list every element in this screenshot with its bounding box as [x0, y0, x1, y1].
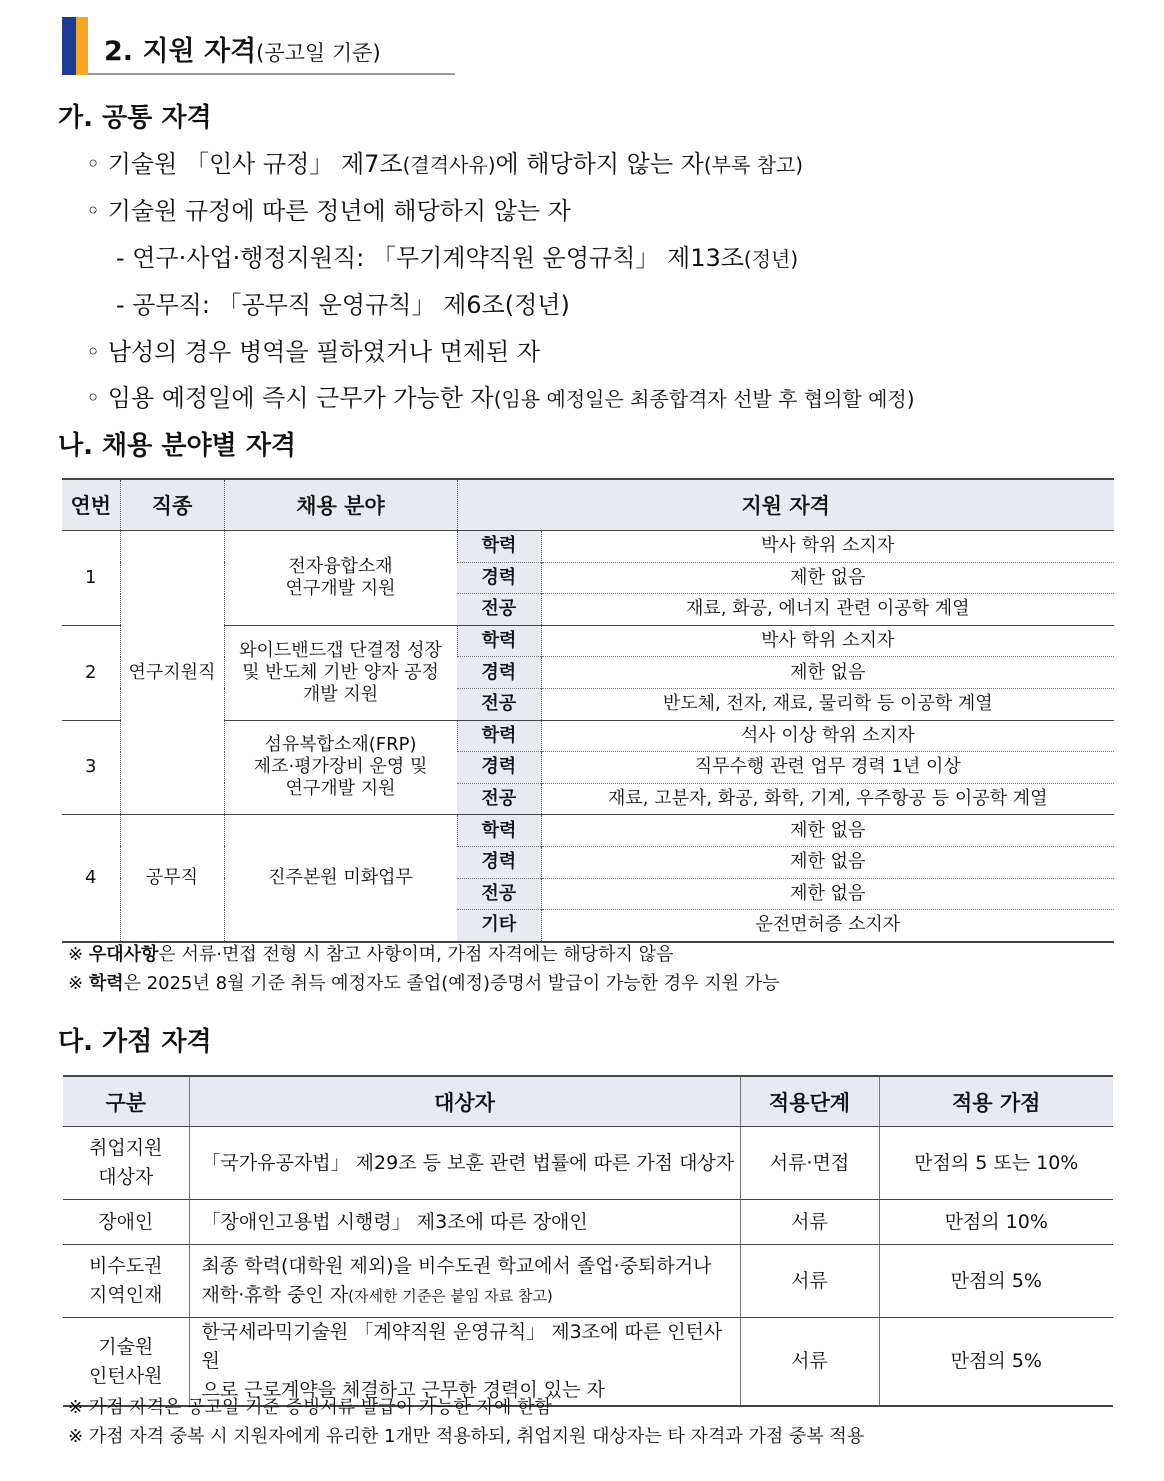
header-target: 대상자 [189, 1076, 740, 1127]
header-field: 채용 분야 [224, 479, 457, 531]
qual-value: 제한 없음 [541, 846, 1114, 878]
qual-value: 박사 학위 소지자 [541, 531, 1114, 563]
note-text: 은 2025년 8월 기준 취득 예정자도 졸업(예정)증명서 발급이 가능한 경우 지원 가능 [123, 973, 780, 994]
qual-value: 재료, 고분자, 화공, 화학, 기계, 우주항공 등 이공학 계열 [541, 783, 1114, 815]
section-subtitle: (공고일 기준) [256, 41, 381, 65]
qual-label: 경력 [457, 752, 541, 784]
title-underline [88, 73, 455, 75]
table-row [62, 815, 1114, 847]
qual-label: 경력 [457, 562, 541, 594]
common-subitem-1-text: - 연구·사업·행정지원직: 「무기계약직원 운영규칙」 제13조 [116, 244, 744, 272]
bonus-stage: 서류 [740, 1245, 879, 1318]
bonus-target: 한국세라믹기술원 「계약직원 운영규칙」 제3조에 따른 인턴사원 으로 근로계약을 체결하고 근무한 경력이 있는 자 [189, 1318, 740, 1407]
row-number: 3 [62, 720, 120, 815]
common-item-3: ◦ 남성의 경우 병역을 필하였거나 면제된 자 [86, 338, 541, 366]
note-bold: 학력 [88, 973, 124, 994]
bonus-heading: 다. 가점 자격 [58, 1027, 212, 1057]
common-item-1-ref: (부록 참고) [703, 153, 804, 177]
common-subitem-1-small: (정년) [743, 247, 799, 271]
field-note-1 [68, 940, 673, 966]
bonus-type: 기술원 인턴사원 [63, 1318, 189, 1407]
qual-value: 제한 없음 [541, 878, 1114, 910]
bonus-points: 만점의 10% [879, 1200, 1113, 1245]
bonus-points: 만점의 5 또는 10% [879, 1127, 1113, 1200]
bonus-note-2: ※ 가점 자격 중복 시 지원자에게 유리한 1개만 적용하되, 취업지원 대상자는 타 자격과 가점 중복 적용 [68, 1426, 865, 1447]
common-subitem-1 [116, 238, 798, 273]
common-item-2: ◦ 기술원 규정에 따른 정년에 해당하지 않는 자 [86, 197, 571, 225]
job-type-research: 연구지원직 [120, 531, 224, 815]
title-accent-orange [76, 17, 88, 75]
recruit-field: 진주본원 미화업무 [224, 815, 457, 942]
field-qualification-table [62, 478, 1114, 943]
header-type: 구분 [63, 1076, 189, 1127]
recruit-field: 섬유복합소재(FRP) 제조·평가장비 운영 및 연구개발 지원 [224, 720, 457, 815]
table-row [62, 531, 1114, 563]
row-number: 2 [62, 625, 120, 720]
bonus-type: 장애인 [63, 1200, 189, 1245]
section-title-text: 2. 지원 자격 [104, 36, 257, 67]
section-title [104, 29, 381, 68]
qual-label: 학력 [457, 625, 541, 657]
qual-value: 직무수행 관련 업무 경력 1년 이상 [541, 752, 1114, 784]
bonus-target-cell [189, 1245, 740, 1318]
qual-label: 학력 [457, 815, 541, 847]
row-number: 1 [62, 531, 120, 626]
table-row [63, 1127, 1113, 1200]
qual-label: 학력 [457, 531, 541, 563]
section-title-block [62, 17, 455, 75]
common-item-1-mid: 에 해당하지 않는 자 [495, 150, 704, 178]
common-item-1-small: (결격사유) [402, 153, 496, 177]
qual-value: 운전면허증 소지자 [541, 910, 1114, 942]
table-row [63, 1200, 1113, 1245]
qual-label: 경력 [457, 657, 541, 689]
bonus-note-1: ※ 가점 자격은 공고일 기준 증빙서류 발급이 가능한 자에 한함 [68, 1397, 552, 1418]
qual-value: 석사 이상 학위 소지자 [541, 720, 1114, 752]
header-qualification: 지원 자격 [457, 479, 1114, 531]
header-stage: 적용단계 [740, 1076, 879, 1127]
row-number: 4 [62, 815, 120, 942]
qual-value: 반도체, 전자, 재료, 물리학 등 이공학 계열 [541, 688, 1114, 720]
title-accent-blue [62, 17, 76, 75]
qual-value: 재료, 화공, 에너지 관련 이공학 계열 [541, 594, 1114, 626]
recruit-field: 와이드밴드갭 단결정 성장 및 반도체 기반 양자 공정 개발 지원 [224, 625, 457, 720]
field-note-2 [68, 969, 779, 995]
header-points: 적용 가점 [879, 1076, 1113, 1127]
table-header-row [62, 479, 1114, 531]
bonus-target: 「국가유공자법」 제29조 등 보훈 관련 법률에 따른 가점 대상자 [189, 1127, 740, 1200]
qual-label: 전공 [457, 783, 541, 815]
recruit-field: 전자융합소재 연구개발 지원 [224, 531, 457, 626]
bonus-type: 비수도권 지역인재 [63, 1245, 189, 1318]
qual-value: 제한 없음 [541, 815, 1114, 847]
table-header-row [63, 1076, 1113, 1127]
qual-label: 기타 [457, 910, 541, 942]
bonus-stage: 서류 [740, 1318, 879, 1407]
common-item-1-text: ◦ 기술원 「인사 규정」 제7조 [86, 150, 403, 178]
common-subitem-2: - 공무직: 「공무직 운영규칙」 제6조(정년) [116, 291, 570, 319]
qual-value: 제한 없음 [541, 657, 1114, 689]
qual-label: 전공 [457, 688, 541, 720]
common-item-4 [86, 378, 915, 413]
field-heading: 나. 채용 분야별 자격 [58, 431, 296, 461]
common-item-4-text: ◦ 임용 예정일에 즉시 근무가 가능한 자 [86, 384, 494, 412]
bonus-type: 취업지원 대상자 [63, 1127, 189, 1200]
bonus-target: 「장애인고용법 시행령」 제3조에 따른 장애인 [189, 1200, 740, 1245]
job-type-public: 공무직 [120, 815, 224, 942]
qual-label: 학력 [457, 720, 541, 752]
note-mark: ※ [68, 944, 89, 965]
bonus-points: 만점의 5% [879, 1245, 1113, 1318]
qual-value: 박사 학위 소지자 [541, 625, 1114, 657]
qual-label: 경력 [457, 846, 541, 878]
common-heading: 가. 공통 자격 [58, 103, 212, 133]
header-no: 연번 [62, 479, 120, 531]
qual-label: 전공 [457, 594, 541, 626]
table-row [63, 1245, 1113, 1318]
bonus-table [63, 1075, 1113, 1407]
note-mark: ※ [68, 973, 89, 994]
bonus-stage: 서류 [740, 1200, 879, 1245]
common-item-1 [86, 144, 803, 179]
bonus-points: 만점의 5% [879, 1318, 1113, 1407]
header-job: 직종 [120, 479, 224, 531]
note-text: 은 서류·면접 전형 시 참고 사항이며, 가점 자격에는 해당하지 않음 [158, 944, 674, 965]
common-item-4-small: (임용 예정일은 최종합격자 선발 후 협의할 예정) [493, 387, 915, 411]
qual-label: 전공 [457, 878, 541, 910]
note-bold: 우대사항 [88, 944, 159, 965]
bonus-stage: 서류·면접 [740, 1127, 879, 1200]
bonus-target-note: (자세한 기준은 붙임 자료 참고) [348, 1286, 553, 1305]
qual-value: 제한 없음 [541, 562, 1114, 594]
bonus-target: 최종 학력(대학원 제외)을 비수도권 학교에서 졸업·중퇴하거나 재학·휴학 중인 자 [201, 1254, 712, 1306]
